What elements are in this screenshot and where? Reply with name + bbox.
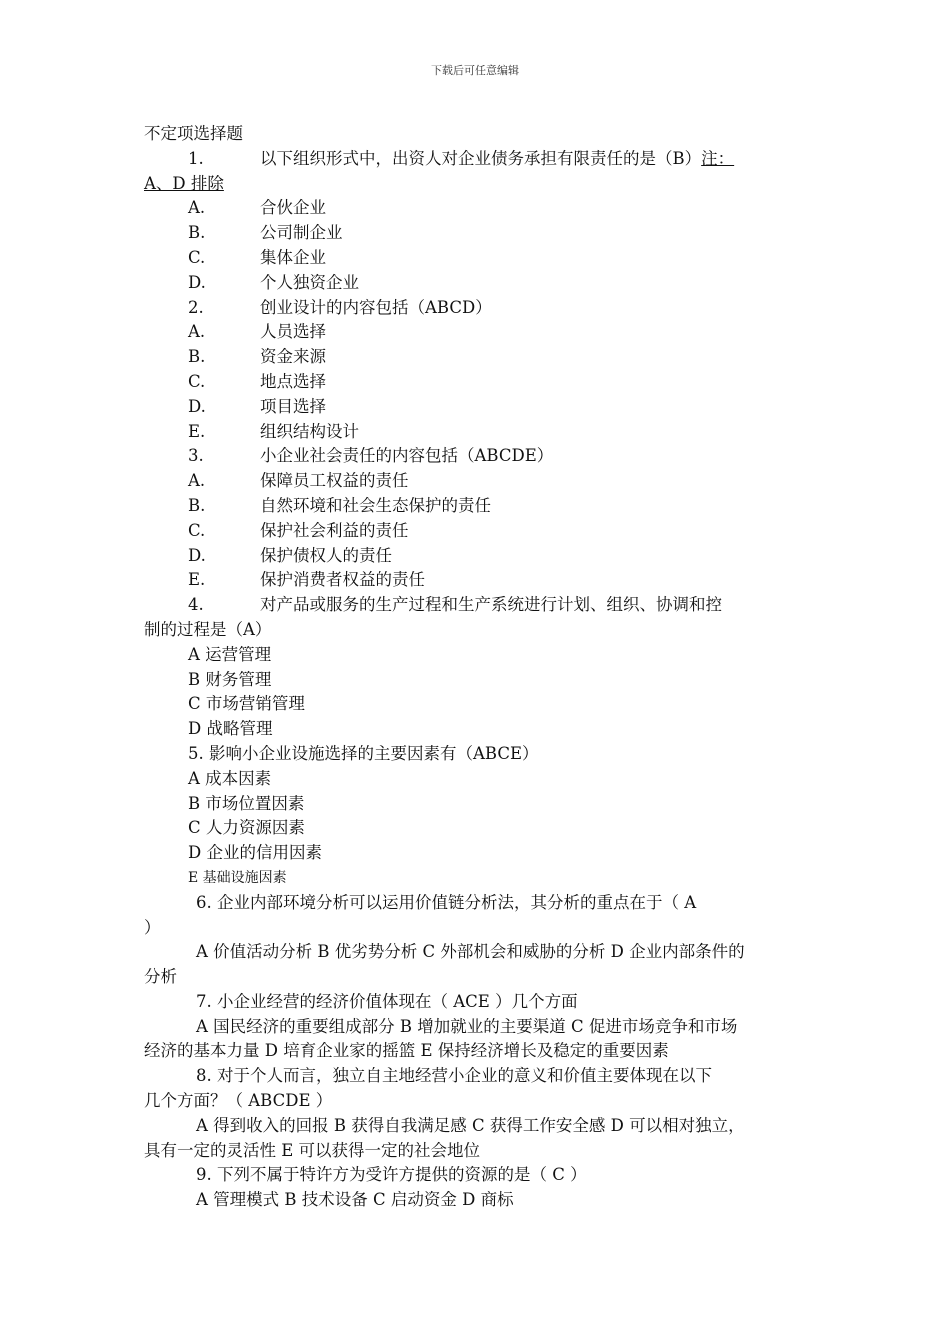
option-label: E.: [188, 570, 206, 590]
question-text: 以下组织形式中，出资人对企业债务承担有限责任的是（B）: [260, 148, 702, 168]
option-text: 地点选择: [260, 371, 326, 391]
option: [144, 568, 830, 593]
option: [144, 345, 830, 370]
option: E 基础设施因素: [188, 869, 287, 886]
question-4: [144, 593, 830, 618]
option: [144, 221, 830, 246]
note-label: 注：: [701, 148, 735, 168]
option-label: B.: [188, 495, 206, 515]
question-6-options: A 价值活动分析 B 优劣势分析 C 外部机会和威胁的分析 D 企业内部条件的: [196, 942, 745, 962]
question-9-options: A 管理模式 B 技术设备 C 启动资金 D 商标: [196, 1190, 514, 1210]
question-text: 对产品或服务的生产过程和生产系统进行计划、组织、协调和控: [260, 595, 722, 615]
option-text: 保护债权人的责任: [260, 545, 392, 565]
option-label: A.: [188, 198, 206, 218]
question-7: 7. 小企业经营的经济价值体现在（ ACE ）几个方面: [196, 991, 578, 1011]
option-label: D.: [188, 272, 206, 292]
option-label: C.: [188, 371, 206, 391]
option: B 市场位置因素: [188, 793, 305, 813]
question-number: 1.: [188, 148, 204, 168]
option: [144, 246, 830, 271]
option: [144, 469, 830, 494]
option: [144, 544, 830, 569]
option-label: C.: [188, 520, 206, 540]
option-text: 资金来源: [260, 347, 326, 367]
question-2: [144, 296, 830, 321]
option-label: D.: [188, 545, 206, 565]
option-label: B.: [188, 223, 206, 243]
option: A 运营管理: [188, 644, 272, 664]
option-text: 保护社会利益的责任: [260, 520, 409, 540]
option: B 财务管理: [188, 669, 272, 689]
section-title: 不定项选择题: [144, 124, 243, 143]
option: [144, 519, 830, 544]
question-8-options: A 得到收入的回报 B 获得自我满足感 C 获得工作安全感 D 可以相对独立，: [196, 1115, 745, 1135]
question-7-options: A 国民经济的重要组成部分 B 增加就业的主要渠道 C 促进市场竞争和市场: [196, 1016, 738, 1036]
option: [144, 370, 830, 395]
option: [144, 494, 830, 519]
option: [144, 395, 830, 420]
question-9: 9. 下列不属于特许方为受许方提供的资源的是（ C ）: [196, 1165, 587, 1185]
option-text: 保障员工权益的责任: [260, 471, 409, 491]
question-1-note: [144, 172, 830, 197]
question-number: 3.: [188, 446, 204, 466]
note-text: A、D 排除: [144, 173, 224, 193]
question-number: 4.: [188, 595, 204, 615]
option-label: A.: [188, 471, 206, 491]
option-text: 组织结构设计: [260, 421, 359, 441]
question-4-cont: 制的过程是（A）: [144, 619, 272, 639]
question-6-options-cont: 分析: [144, 967, 177, 987]
option-label: D.: [188, 396, 206, 416]
option: C 市场营销管理: [188, 694, 305, 714]
option-text: 个人独资企业: [260, 272, 359, 292]
option-text: 集体企业: [260, 247, 326, 267]
option: C 人力资源因素: [188, 818, 305, 838]
option: A 成本因素: [188, 768, 272, 788]
option: [144, 320, 830, 345]
question-3: [144, 444, 830, 469]
question-number: 2.: [188, 297, 204, 317]
option-label: E.: [188, 421, 206, 441]
page-header: 下载后可任意编辑: [431, 64, 519, 77]
option-label: C.: [188, 247, 206, 267]
option-label: B.: [188, 347, 206, 367]
option: [144, 271, 830, 296]
question-1: [144, 147, 830, 172]
document-body: [144, 122, 830, 1213]
question-text: 创业设计的内容包括（ABCD）: [260, 297, 492, 317]
option-text: 项目选择: [260, 396, 326, 416]
option: D 企业的信用因素: [188, 843, 322, 863]
option-text: 合伙企业: [260, 198, 326, 218]
option-text: 保护消费者权益的责任: [260, 570, 425, 590]
option: D 战略管理: [188, 719, 273, 739]
option-label: A.: [188, 322, 206, 342]
question-8-options-cont: 具有一定的灵活性 E 可以获得一定的社会地位: [144, 1140, 481, 1160]
question-6-cont: ）: [144, 917, 161, 937]
option: [144, 196, 830, 221]
question-8: 8. 对于个人而言，独立自主地经营小企业的意义和价值主要体现在以下: [196, 1066, 712, 1086]
option-text: 公司制企业: [260, 223, 343, 243]
option-text: 人员选择: [260, 322, 326, 342]
question-5: 5. 影响小企业设施选择的主要因素有（ABCE）: [188, 743, 539, 763]
option: [144, 420, 830, 445]
option-text: 自然环境和社会生态保护的责任: [260, 495, 491, 515]
question-6: 6. 企业内部环境分析可以运用价值链分析法，其分析的重点在于（ A: [196, 892, 697, 912]
question-8-cont: 几个方面？（ ABCDE ）: [144, 1091, 333, 1111]
question-text: 小企业社会责任的内容包括（ABCDE）: [260, 446, 554, 466]
question-7-options-cont: 经济的基本力量 D 培育企业家的摇篮 E 保持经济增长及稳定的重要因素: [144, 1041, 669, 1061]
